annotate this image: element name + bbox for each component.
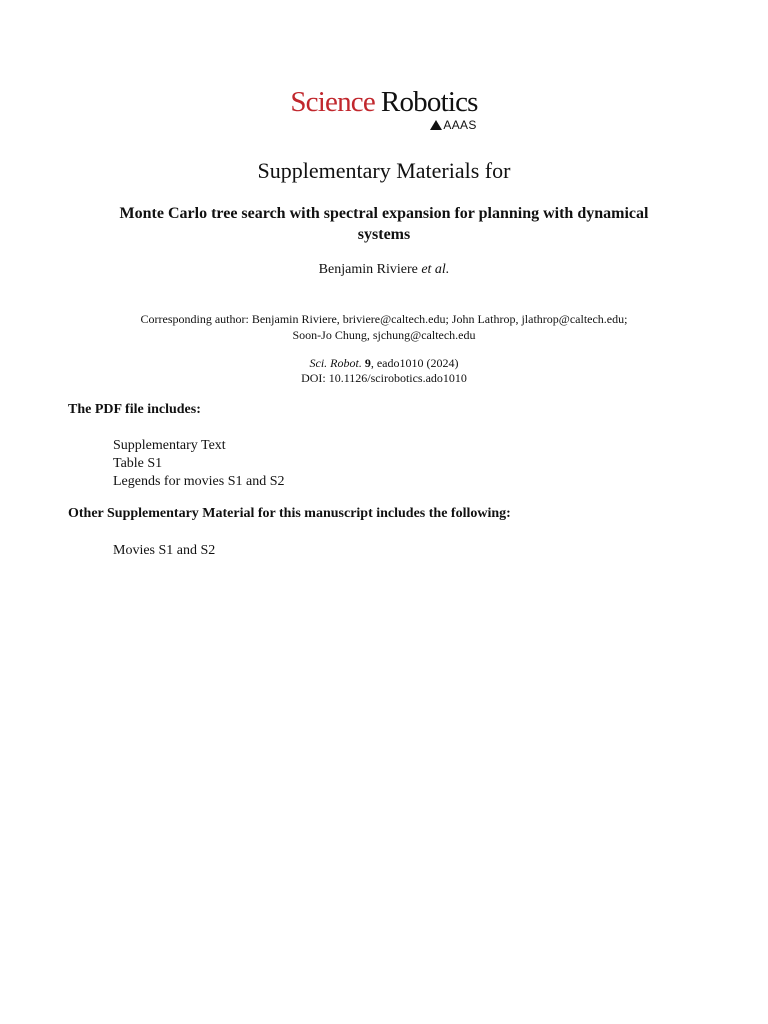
citation: [0, 356, 768, 386]
aaas-logo: [430, 119, 476, 131]
journal-name: Sci. Robot.: [309, 356, 362, 370]
paper-title: Monte Carlo tree search with spectral expansion for planning with dynamical systems: [119, 205, 649, 243]
list-item: Supplementary Text: [113, 438, 226, 453]
author-name: Benjamin Riviere: [318, 262, 418, 277]
author-suffix: et al.: [421, 262, 450, 277]
corresponding-line-1: Corresponding author: Benjamin Riviere, briviere@caltech.edu; John Lathrop, jlathrop@caltech.edu;: [140, 312, 628, 326]
citation-line: [0, 356, 768, 371]
other-material-heading: Other Supplementary Material for this manuscript includes the following:: [68, 506, 511, 521]
author-line: [0, 262, 768, 278]
list-item: Table S1: [113, 456, 163, 471]
science-robotics-logo: [0, 86, 768, 132]
corresponding-line-2: Soon-Jo Chung, sjchung@caltech.edu: [292, 328, 476, 342]
page-title: Supplementary Materials for: [257, 158, 511, 183]
volume: 9: [364, 356, 371, 370]
aaas-triangle-icon: [430, 120, 442, 130]
pdf-includes-list: [113, 437, 284, 491]
list-item: Legends for movies S1 and S2: [113, 474, 285, 489]
logo-science-text: Science: [290, 86, 375, 118]
pdf-includes-heading: The PDF file includes:: [68, 402, 201, 417]
list-item: Movies S1 and S2: [113, 543, 216, 558]
logo-robotics-text: Robotics: [380, 86, 478, 118]
other-material-list: [113, 542, 215, 560]
doi: DOI: 10.1126/scirobotics.ado1010: [301, 371, 467, 385]
citation-rest: , eado1010 (2024): [370, 356, 459, 370]
aaas-text: AAAS: [443, 118, 477, 132]
corresponding-authors: [84, 311, 684, 343]
